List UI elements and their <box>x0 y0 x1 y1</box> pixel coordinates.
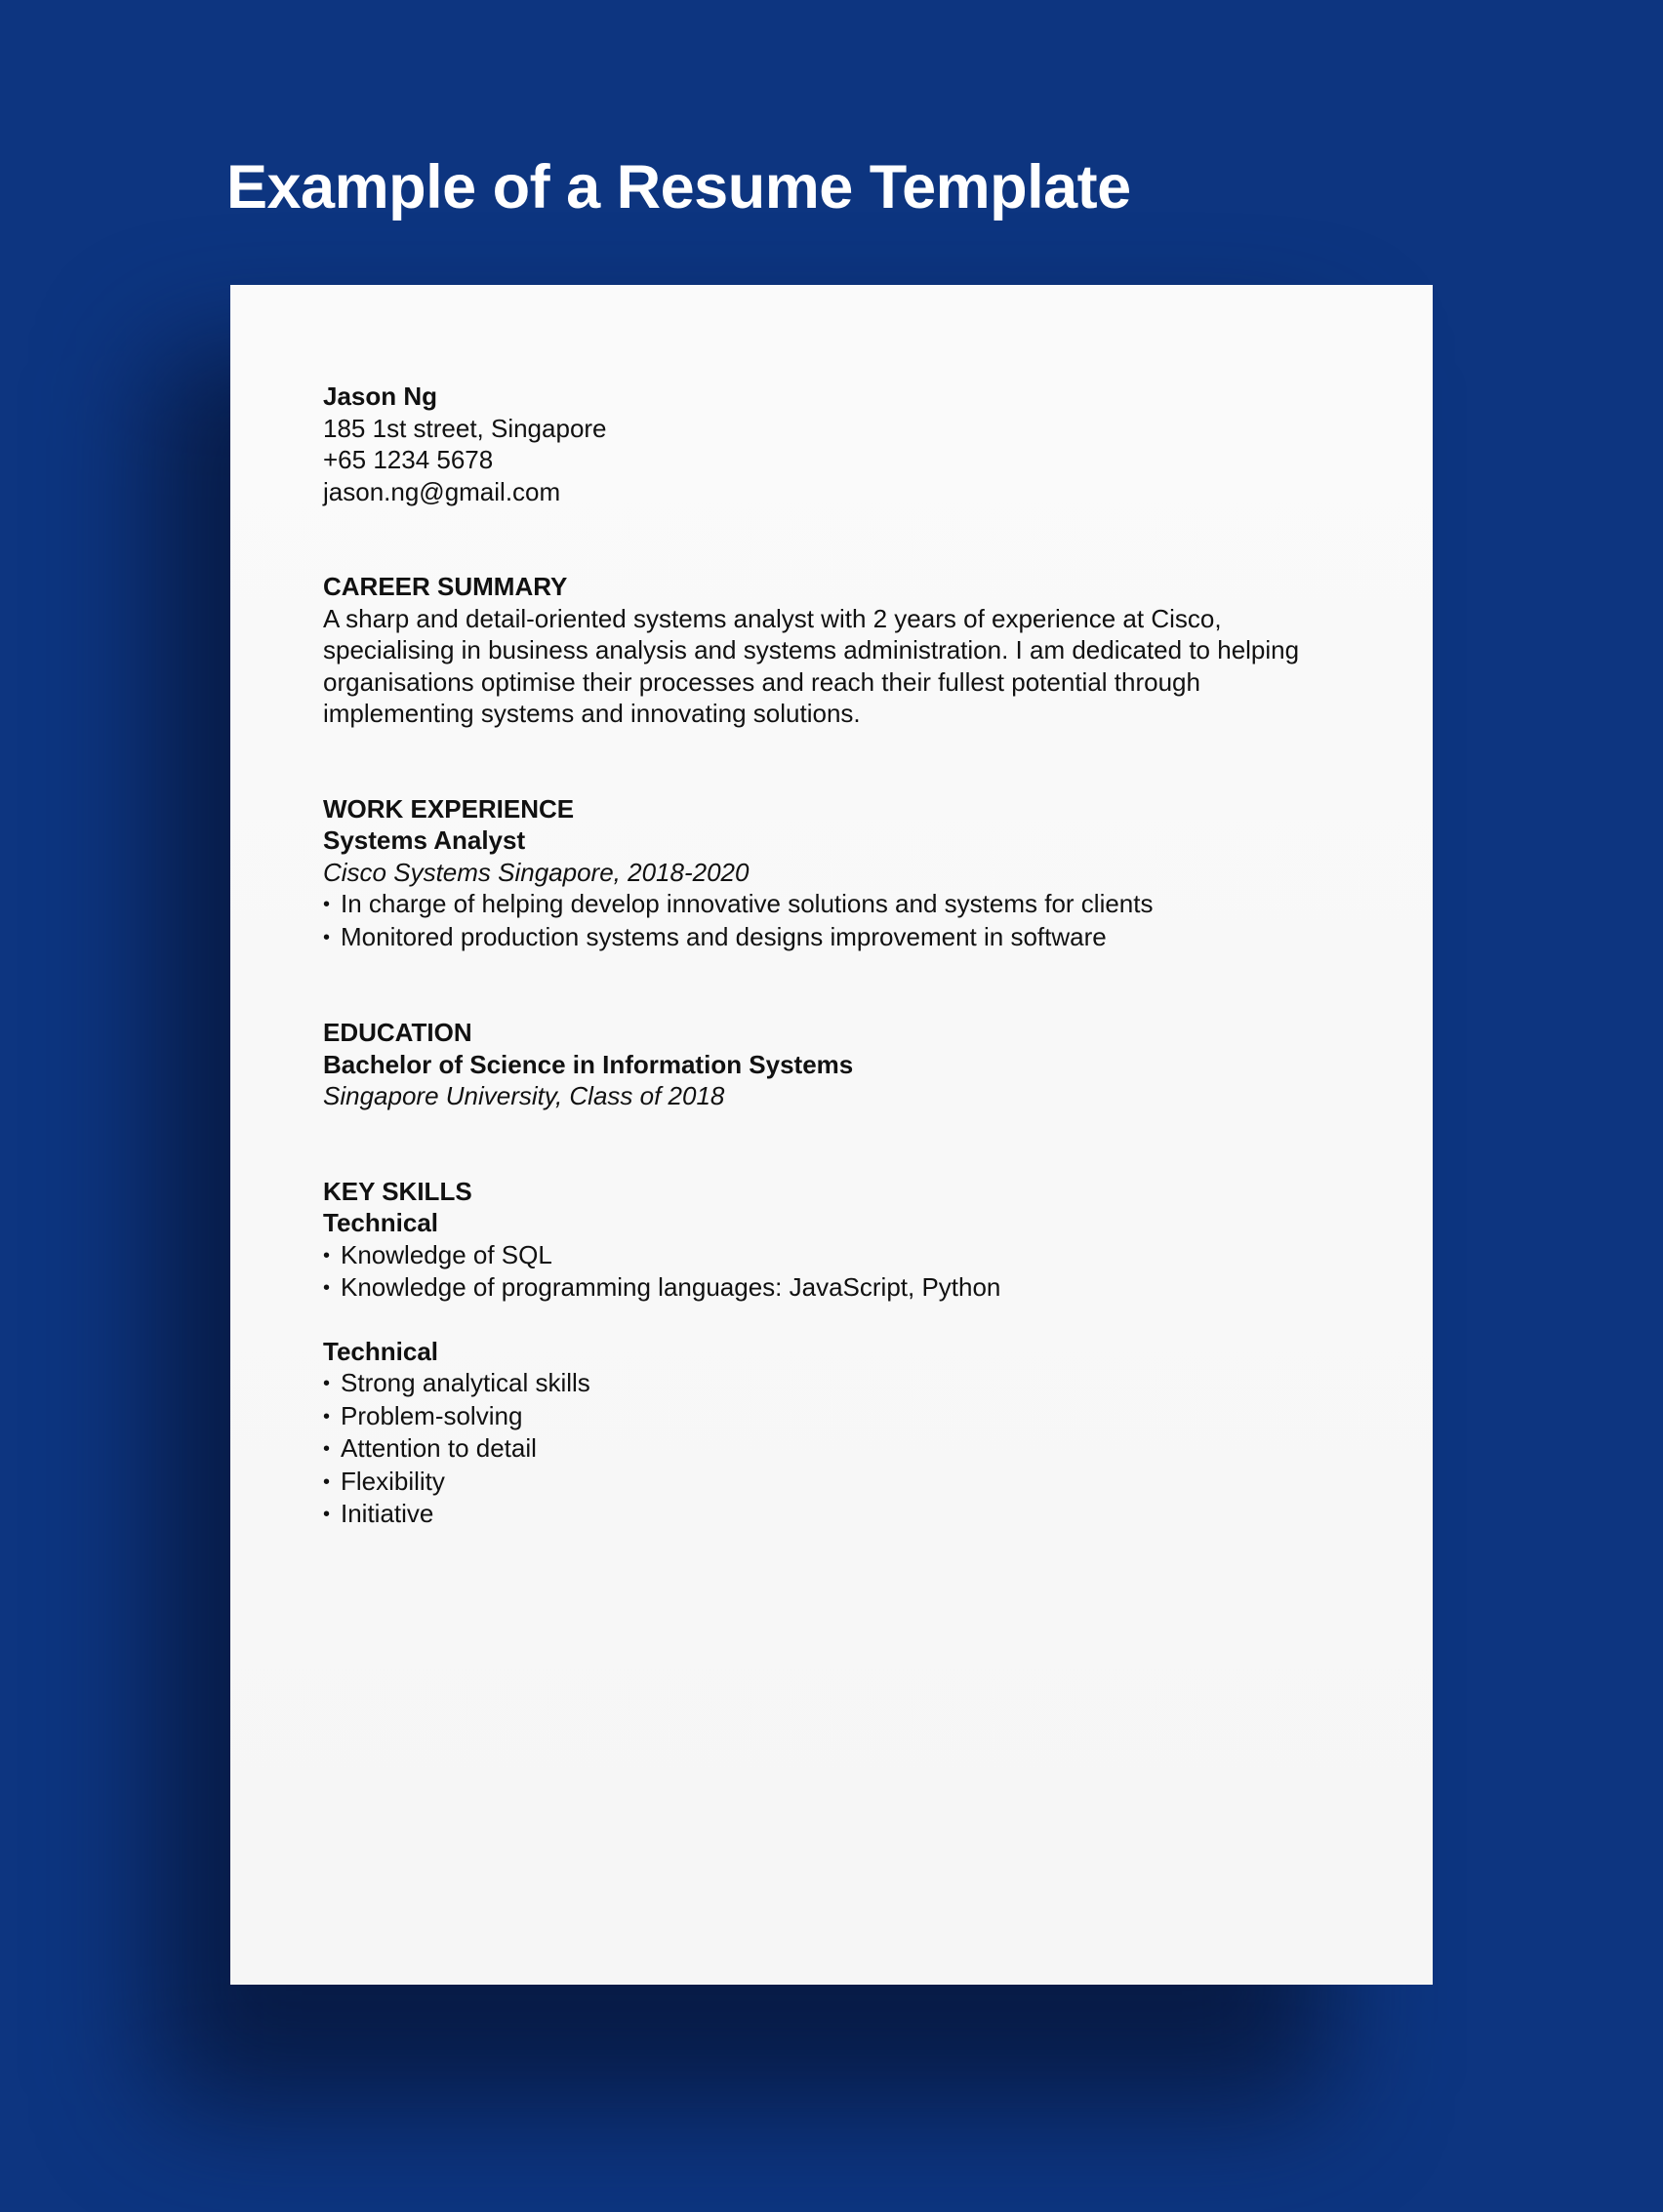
skill-item: • Flexibility <box>323 1466 1358 1499</box>
skill-group <box>323 1336 1358 1531</box>
education-degree: Bachelor of Science in Information Systems <box>323 1049 854 1079</box>
summary-line: A sharp and detail-oriented systems analyst with 2 years of experience at Cisco, <box>323 603 1222 633</box>
career-summary-text <box>323 603 1358 730</box>
contact-email: jason.ng@gmail.com <box>323 476 561 506</box>
resume-document <box>323 381 1358 1531</box>
section-heading-work-experience: WORK EXPERIENCE <box>323 793 575 824</box>
skill-item: • Knowledge of programming languages: JavaScript, Python <box>323 1271 1358 1305</box>
key-skills-section <box>323 1176 1358 1531</box>
page-title: Example of a Resume Template <box>226 153 1131 221</box>
job-company: Cisco Systems Singapore, 2018-2020 <box>323 857 750 887</box>
skill-item: • Strong analytical skills <box>323 1367 1358 1400</box>
section-heading-education: EDUCATION <box>323 1018 472 1047</box>
education-school: Singapore University, Class of 2018 <box>323 1081 725 1110</box>
skill-item: • Knowledge of SQL <box>323 1239 1358 1272</box>
job-bullet: • In charge of helping develop innovative solutions and systems for clients <box>323 888 1358 921</box>
education-section <box>323 1017 1358 1112</box>
job-bullet: • Monitored production systems and designs improvement in software <box>323 921 1358 954</box>
contact-address: 185 1st street, Singapore <box>323 413 607 443</box>
summary-line: organisations optimise their processes and reach their fullest potential through <box>323 666 1200 697</box>
contact-phone: +65 1234 5678 <box>323 445 494 474</box>
summary-line: implementing systems and innovating solutions. <box>323 699 861 728</box>
work-experience-section <box>323 793 1358 954</box>
career-summary-section <box>323 571 1358 730</box>
contact-name: Jason Ng <box>323 382 438 411</box>
skill-item: • Attention to detail <box>323 1432 1358 1466</box>
skill-group-title: Technical <box>323 1208 439 1237</box>
section-heading-key-skills: KEY SKILLS <box>323 1176 472 1206</box>
skill-group-title: Technical <box>323 1336 439 1366</box>
summary-line: specialising in business analysis and systems administration. I am dedicated to helping <box>323 635 1300 664</box>
job-title: Systems Analyst <box>323 825 526 855</box>
skill-group <box>323 1207 1358 1305</box>
skill-item: • Initiative <box>323 1498 1358 1531</box>
skill-item: • Problem-solving <box>323 1400 1358 1433</box>
contact-block <box>323 381 1358 507</box>
resume-paper <box>230 285 1433 1985</box>
section-heading-career-summary: CAREER SUMMARY <box>323 572 568 601</box>
